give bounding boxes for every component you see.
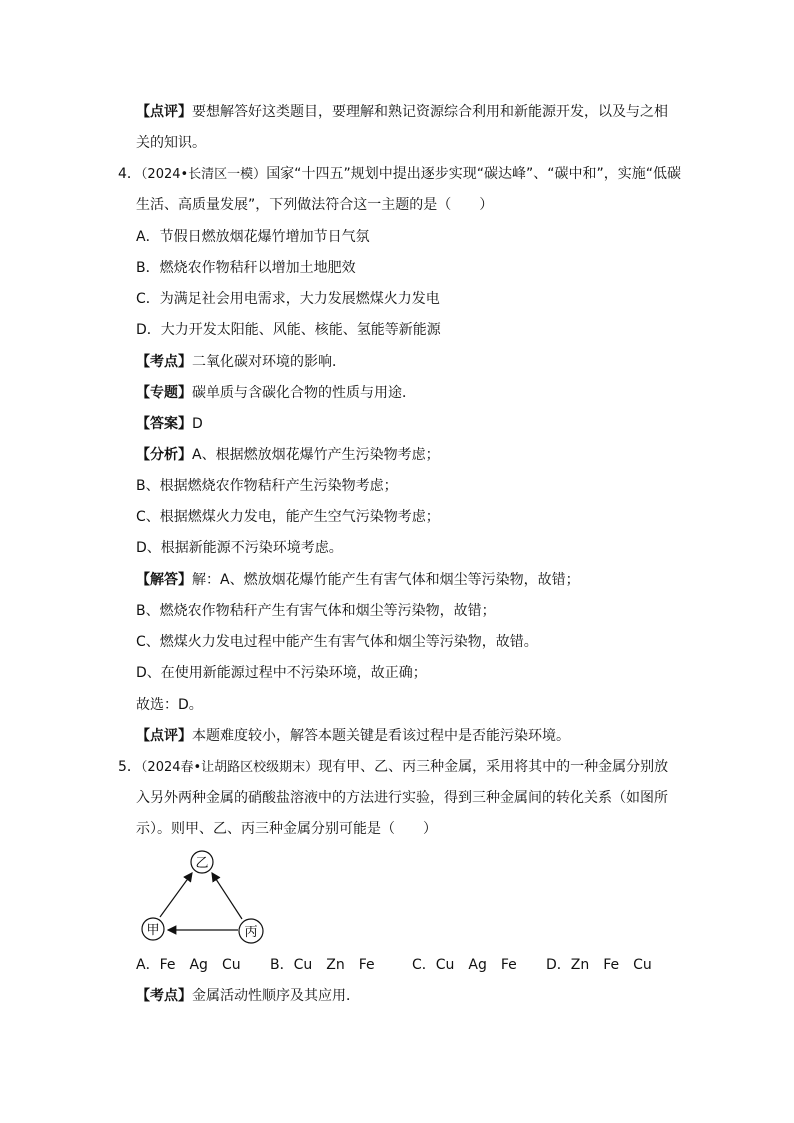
review-line-2: 关的知识。 (136, 135, 206, 151)
fenxi-text: A、根据燃放烟花爆竹产生污染物考虑； (192, 447, 440, 463)
q4-option-b: B．燃烧农作物秸秆以增加土地肥效 (136, 260, 356, 276)
q4-jieda-line-3: C、燃煤火力发电过程中能产生有害气体和烟尘等污染物，故错。 (136, 634, 538, 650)
q4-source: （2024•长清区一模） (140, 167, 267, 182)
review-line-1 (136, 102, 668, 122)
daan-tag: 【答案】 (136, 416, 192, 432)
q5-option-c: C．Cu Ag Fe (412, 957, 517, 973)
label-bing: 丙 (244, 925, 258, 940)
q4-zhuanti (136, 383, 416, 403)
q5-option-a: A．Fe Ag Cu (136, 957, 241, 973)
q4-fenxi-line-4: D、根据新能源不污染环境考虑。 (136, 540, 343, 556)
q4-option-d: D．大力开发太阳能、风能、核能、氢能等新能源 (136, 322, 441, 338)
q4-jieda-line-2: B、燃烧农作物秸秆产生有害气体和烟尘等污染物，故错； (136, 603, 496, 619)
q5-kaodian (136, 986, 360, 1006)
fenxi-tag: 【分析】 (136, 447, 192, 463)
q4-dianping (136, 726, 570, 746)
kaodian-tag: 【考点】 (136, 354, 192, 370)
review-tag: 【点评】 (136, 104, 192, 120)
q5-stem-line-2: 入另外两种金属的硝酸盐溶液中的方法进行实验，得到三种金属间的转化关系（如图所 (136, 790, 668, 806)
arrow-jia-to-yi (160, 873, 192, 917)
arrow-bing-to-yi (212, 873, 242, 919)
q4-jieda-line-5: 故选：D。 (136, 697, 203, 713)
dianping-tag: 【点评】 (136, 728, 192, 744)
q4-jieda-line-1 (136, 570, 580, 590)
label-yi: 乙 (195, 856, 209, 871)
dianping-text: 本题难度较小，解答本题关键是看该过程中是否能污染环境。 (192, 728, 570, 744)
q4-fenxi-line-3: C、根据燃煤火力发电，能产生空气污染物考虑； (136, 509, 440, 525)
q5-option-b: B．Cu Zn Fe (270, 957, 375, 973)
q5-stem-line-1 (118, 757, 668, 778)
q4-daan (136, 414, 203, 434)
q4-number: 4． (118, 166, 141, 182)
q5-options (136, 955, 652, 975)
kaodian-text: 二氧化碳对环境的影响． (192, 354, 346, 370)
q4-jieda-line-4: D、在使用新能源过程中不污染环境，故正确； (136, 665, 427, 681)
q4-stem-line-2: 生活、高质量发展”，下列做法符合这一主题的是（ ） (136, 197, 494, 213)
jieda-text: 解：A、燃放烟花爆竹能产生有害气体和烟尘等污染物，故错； (192, 572, 580, 588)
q5-number: 5． (118, 759, 141, 775)
q4-stem-line-1 (118, 164, 681, 185)
q5-stem-line-3: 示）。则甲、乙、丙三种金属分别可能是（ ） (136, 821, 437, 837)
zhuanti-text: 碳单质与含碳化合物的性质与用途． (192, 385, 416, 401)
label-jia: 甲 (146, 923, 160, 938)
zhuanti-tag: 【专题】 (136, 385, 192, 401)
q4-option-a: A．节假日燃放烟花爆竹增加节日气氛 (136, 229, 370, 245)
jieda-tag: 【解答】 (136, 572, 192, 588)
review-text: 要想解答好这类题目，要理解和熟记资源综合利用和新能源开发，以及与之相 (192, 104, 668, 120)
q5-option-d: D．Zn Fe Cu (546, 957, 652, 973)
q4-fenxi-line-2: B、根据燃烧农作物秸秆产生污染物考虑； (136, 478, 398, 494)
metal-transformation-diagram (135, 845, 275, 950)
q5-kaodian-text: 金属活动性顺序及其应用． (192, 988, 360, 1004)
q4-kaodian (136, 352, 346, 372)
q5-stem-1: 现有甲、乙、丙三种金属，采用将其中的一种金属分别放 (318, 759, 669, 775)
q4-option-c: C．为满足社会用电需求，大力发展燃煤火力发电 (136, 291, 440, 307)
q4-stem-1: 国家“十四五”规划中提出逐步实现“碳达峰”、“碳中和”，实施“低碳 (266, 166, 681, 182)
daan-text: D (192, 416, 203, 432)
q4-fenxi-line-1 (136, 445, 440, 465)
q5-source: （2024春•让胡路区校级期末） (140, 760, 319, 775)
q5-kaodian-tag: 【考点】 (136, 988, 192, 1004)
